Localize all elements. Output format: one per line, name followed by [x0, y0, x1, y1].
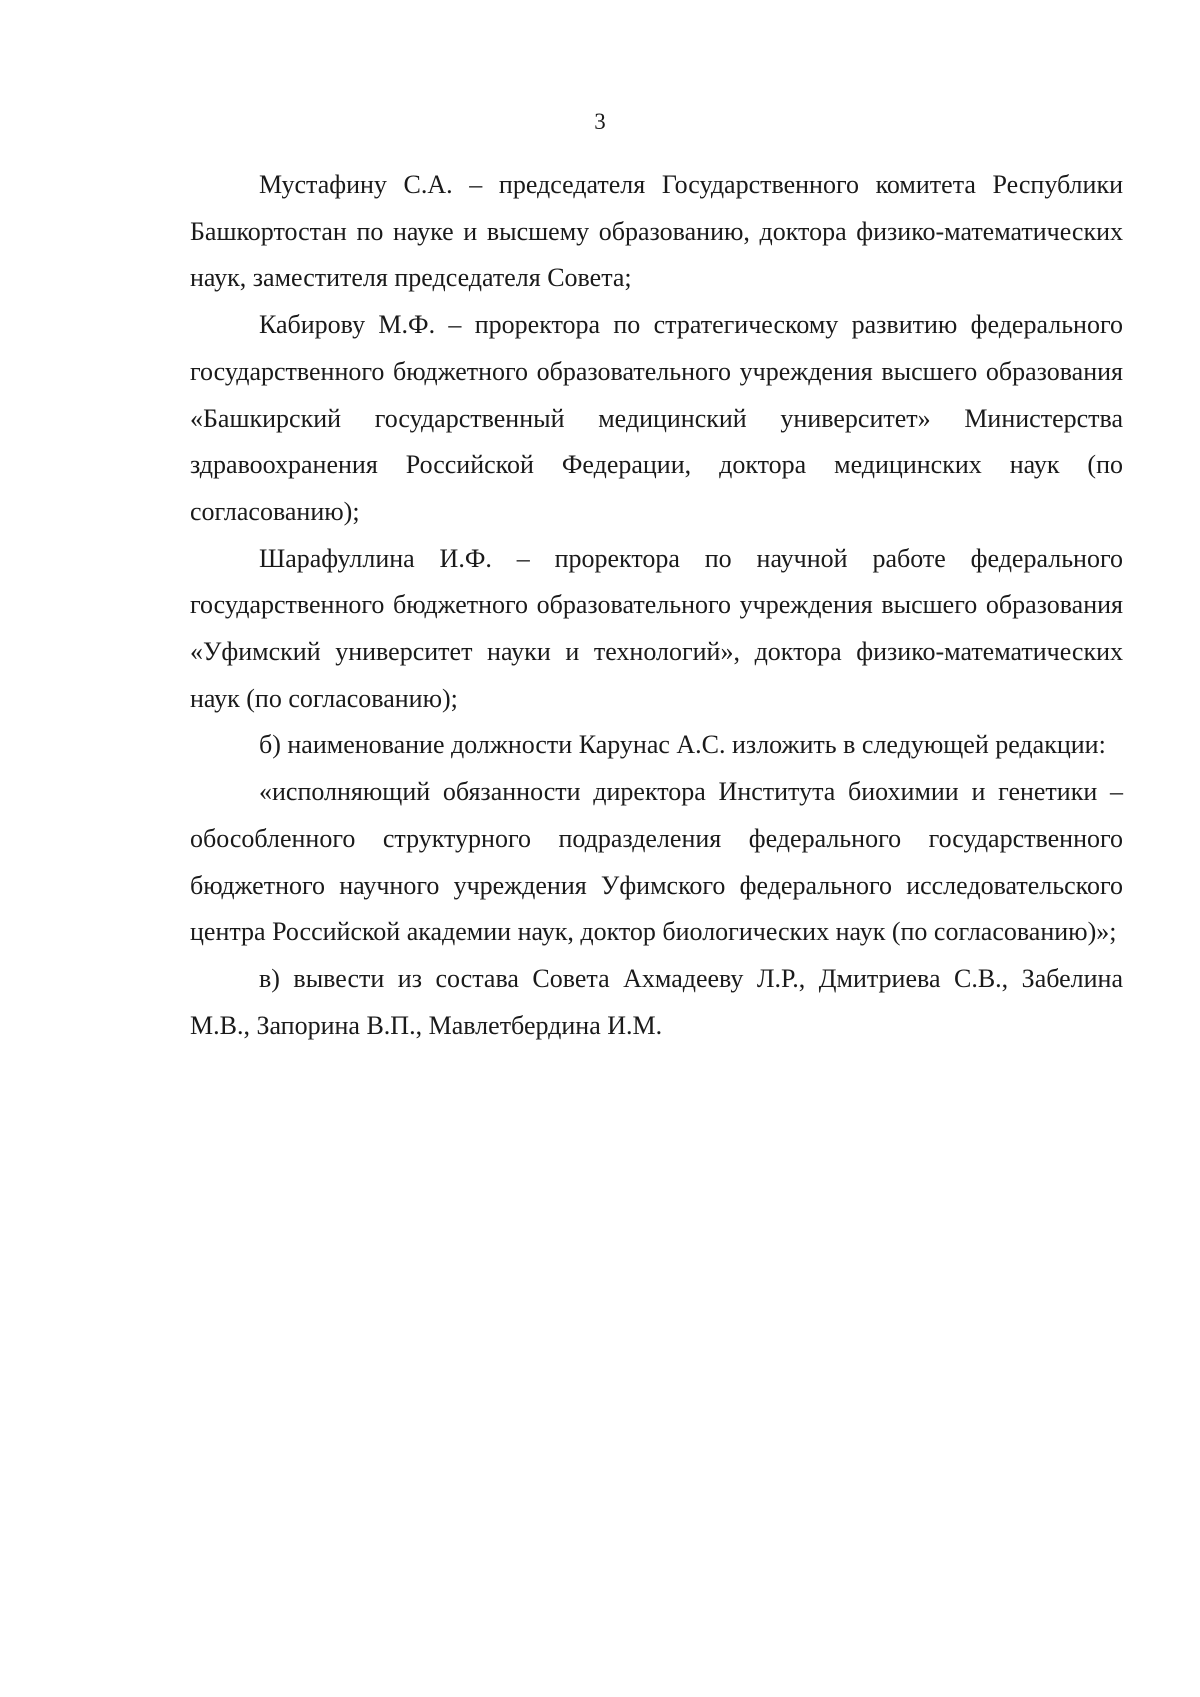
paragraph-new-wording: «исполняющий обязанности директора Института биохимии и генетики – обособленного структурного подразделения федерального государственного бюджетного научного учреждения Уфимского федерального исследовательского центра Российской академии наук, доктор биологических наук (по согласованию)»; [190, 777, 1123, 947]
paragraph-removal: в) вывести из состава Совета Ахмадееву Л.Р., Дмитриева С.В., Забелина М.В., Запорина В.П., Мавлетбердина И.М. [190, 963, 1123, 1040]
paragraph-mustafina: Мустафину С.А. – председателя Государственного комитета Республики Башкортостан по науке и высшему образованию, доктора физико-математических наук, заместителя председателя Совета; [190, 170, 1123, 293]
paragraph-kabirova: Кабирову М.Ф. – проректора по стратегическому развитию федерального государственного бюджетного образовательного учреждения высшего образования «Башкирский государственный медицинский университет» Министерства здравоохранения Российской Федерации, доктора медицинских наук (по согласованию); [190, 310, 1123, 526]
document-body [190, 162, 1123, 1049]
paragraph-sharafullin: Шарафуллина И.Ф. – проректора по научной работе федерального государственного бюджетного образовательного учреждения высшего образования «Уфимский университет науки и технологий», доктора физико-математических наук (по согласованию); [190, 543, 1123, 713]
page-number: 3 [594, 109, 606, 134]
paragraph-karunas-position: б) наименование должности Карунас А.С. изложить в следующей редакции: [259, 730, 1106, 760]
